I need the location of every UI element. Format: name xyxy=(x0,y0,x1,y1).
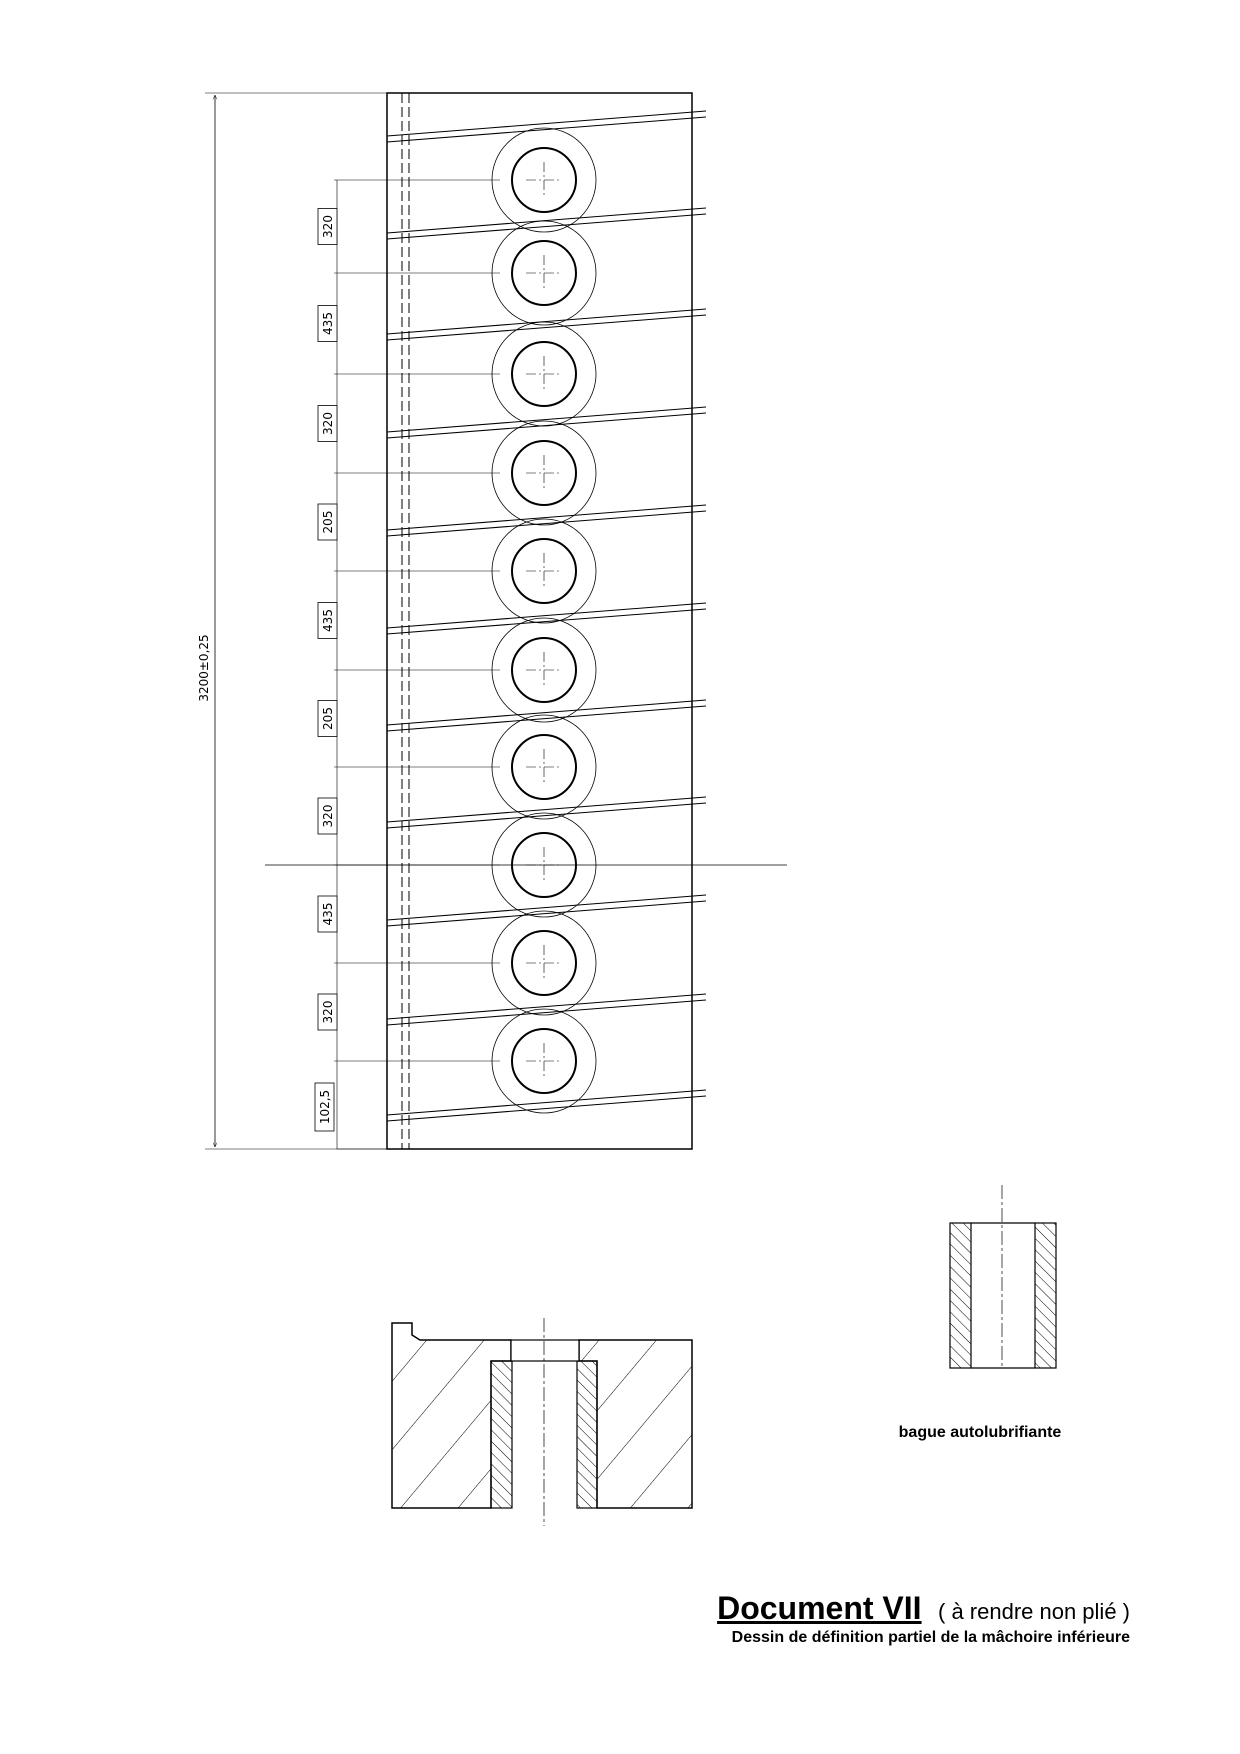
pitch-dimension-label: 435 xyxy=(321,609,335,632)
groove-line xyxy=(387,901,706,926)
groove-line xyxy=(387,797,706,822)
groove-line xyxy=(387,505,706,530)
jaw-plan-view xyxy=(265,93,787,1149)
groove-line xyxy=(387,603,706,628)
bushing-wall-left xyxy=(491,1361,512,1508)
document-subtitle: Dessin de définition partiel de la mâchoire inférieure xyxy=(731,1629,1130,1646)
bushing-wall-right xyxy=(577,1361,597,1508)
groove-line xyxy=(387,1096,706,1121)
pitch-dimension-label: 320 xyxy=(321,215,335,238)
groove-line xyxy=(387,309,706,334)
pitch-dimension-label: 320 xyxy=(321,1000,335,1024)
jaw-section-view xyxy=(392,1318,692,1526)
groove-line xyxy=(387,1000,706,1025)
overall-dimension-label: 3200±0,25 xyxy=(197,634,211,702)
document-title-block xyxy=(600,1590,1130,1647)
end-dimension xyxy=(315,1083,334,1131)
groove-line xyxy=(387,895,706,920)
groove-line xyxy=(387,407,706,432)
groove-line xyxy=(387,609,706,634)
groove-line xyxy=(387,214,706,239)
pitch-dimension-label: 320 xyxy=(321,804,335,828)
groove-line xyxy=(387,117,706,142)
bores xyxy=(492,128,596,1113)
pitch-dimension-label: 435 xyxy=(321,312,335,335)
document-title: Document VII xyxy=(717,1590,922,1626)
groove-line xyxy=(387,706,706,731)
bushing-wall-right xyxy=(1035,1223,1056,1368)
groove-line xyxy=(387,315,706,340)
end-dimension-label: 102,5 xyxy=(318,1089,332,1125)
bushing-wall-left xyxy=(950,1223,971,1368)
groove-line xyxy=(387,111,706,136)
counterbore xyxy=(511,1340,579,1361)
pitch-dimension-label: 205 xyxy=(321,707,335,730)
document-note: ( à rendre non plié ) xyxy=(938,1599,1130,1624)
bushing-detail xyxy=(950,1185,1056,1368)
pitch-dimension-label: 320 xyxy=(321,412,335,435)
groove-line xyxy=(387,511,706,536)
dimensions xyxy=(197,93,500,1149)
groove-line xyxy=(387,700,706,725)
pitch-dimension-label: 435 xyxy=(321,902,335,926)
bushing-caption: bague autolubrifiante xyxy=(898,1424,1062,1441)
groove-line xyxy=(387,413,706,438)
pitch-dimension-label: 205 xyxy=(321,510,335,534)
groove-line xyxy=(387,803,706,828)
